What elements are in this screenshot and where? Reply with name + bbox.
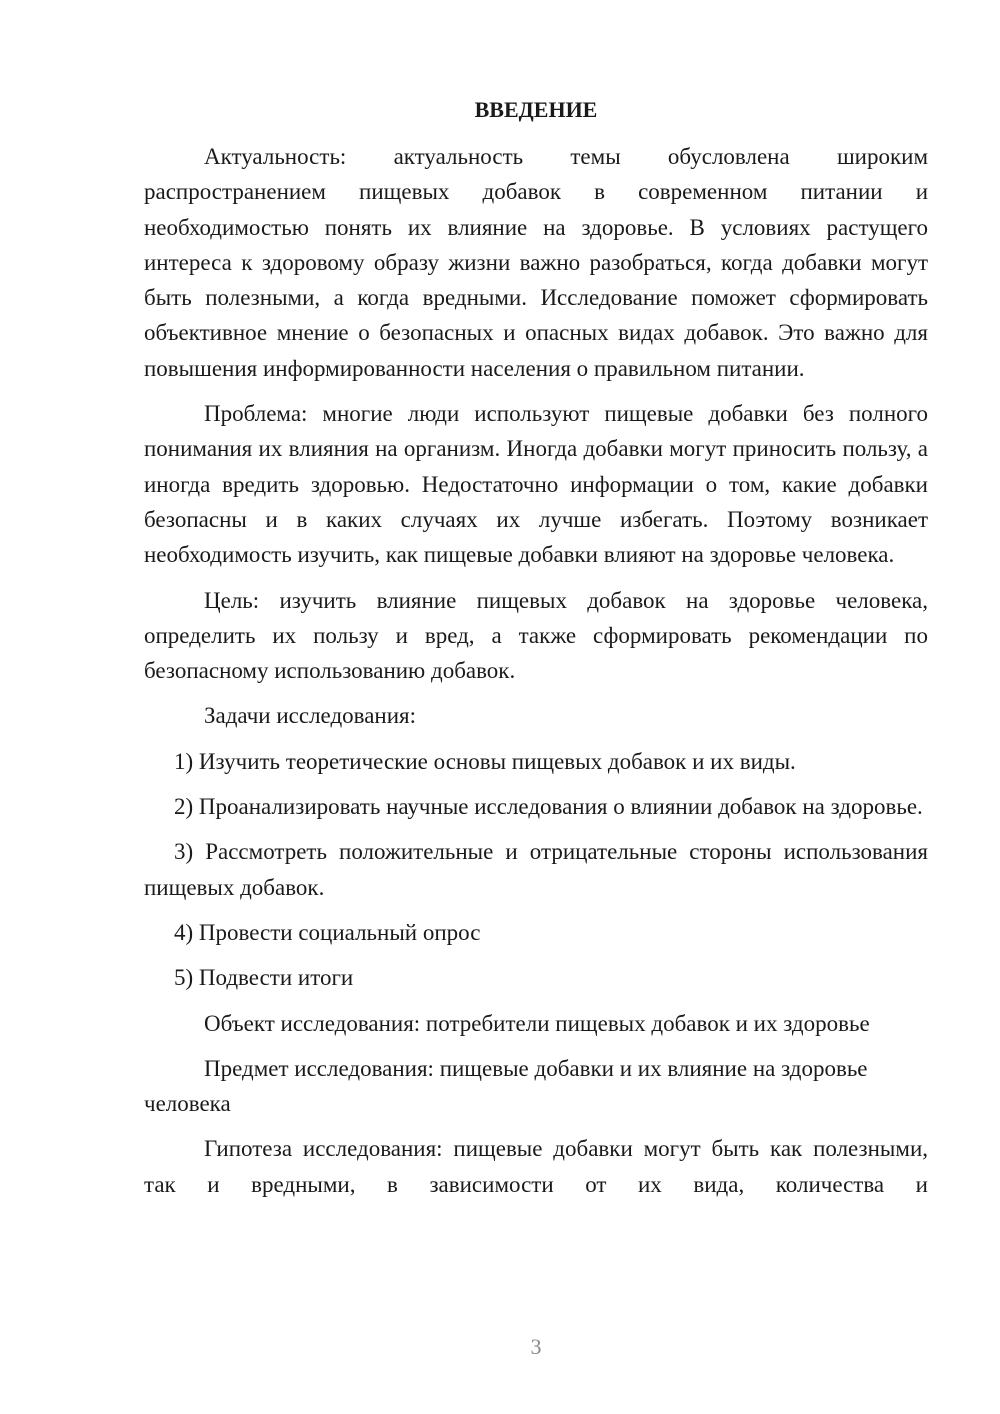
relevance-paragraph: Актуальность: актуальность темы обусловлена широким распространением пищевых добавок в современном питании и необходимостью понять их влияние на здоровье. В условиях растущего интереса к здоровому образу жизни важно разобраться, когда добавки могут быть полезными, а когда вредными. Исследование поможет сформировать объективное мнение о безопасных и опасных видах добавок. Это важно для повышения информированности населения о правильном питании. bbox=[144, 144, 928, 381]
tasks-heading: Задачи исследования: bbox=[204, 703, 417, 729]
task-item-4: 4) Провести социальный опрос bbox=[174, 919, 481, 945]
page-title: ВВЕДЕНИЕ bbox=[474, 97, 598, 122]
page-body bbox=[144, 94, 928, 1212]
subject-paragraph: Предмет исследования: пищевые добавки и их влияние на здоровье человека bbox=[144, 1055, 868, 1117]
hypothesis-paragraph: Гипотеза исследования: пищевые добавки могут быть как полезными, так и вредными, в зависимости от их вида, количества и bbox=[144, 1136, 928, 1197]
page-number: 3 bbox=[530, 1334, 542, 1359]
task-item-3: 3) Рассмотреть положительные и отрицательные стороны использования пищевых добавок. bbox=[144, 839, 928, 900]
task-item-2: 2) Проанализировать научные исследования о влиянии добавок на здоровье. bbox=[174, 794, 923, 820]
problem-paragraph: Проблема: многие люди используют пищевые добавки без полного понимания их влияния на организм. Иногда добавки могут приносить пользу, а иногда вредить здоровью. Недостаточно информации о том, какие добавки безопасны и в каких случаях их лучше избегать. Поэтому возникает необходимость изучить, как пищевые добавки влияют на здоровье человека. bbox=[144, 401, 928, 568]
goal-paragraph: Цель: изучить влияние пищевых добавок на здоровье человека, определить их пользу и вред, а также сформировать рекомендации по безопасному использованию добавок. bbox=[144, 587, 928, 684]
task-item-5: 5) Подвести итоги bbox=[174, 965, 354, 991]
task-item-1: 1) Изучить теоретические основы пищевых добавок и их виды. bbox=[174, 748, 796, 774]
object-paragraph: Объект исследования: потребители пищевых добавок и их здоровье bbox=[204, 1010, 870, 1036]
